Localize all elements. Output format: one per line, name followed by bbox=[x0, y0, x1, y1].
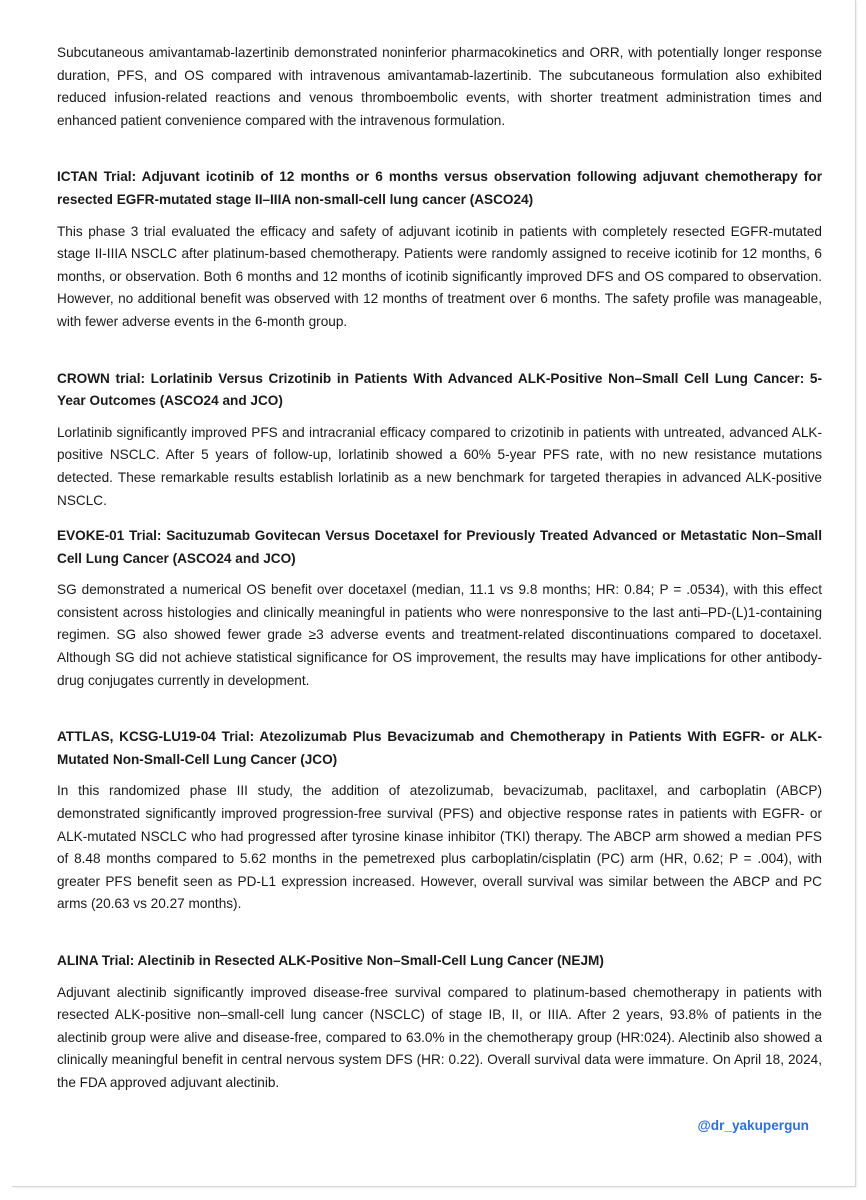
section-title-ictan: ICTAN Trial: Adjuvant icotinib of 12 months or 6 months versus observation following adjuvant chemotherapy for resected EGFR-mutated stage II–IIIA non-small-cell lung cancer (ASCO24) bbox=[57, 169, 822, 207]
section-title-evoke: EVOKE-01 Trial: Sacituzumab Govitecan Versus Docetaxel for Previously Treated Advanced or Metastatic Non–Small Cell Lung Cancer (ASCO24 and JCO) bbox=[57, 528, 822, 566]
section-body-crown: Lorlatinib significantly improved PFS and intracranial efficacy compared to crizotinib in patients with untreated, advanced ALK-positive NSCLC. After 5 years of follow-up, lorlatinib showed a 60% 5-year PFS rate, with no new resistance mutations detected. These remarkable results establish lorlatinib as a new benchmark for targeted therapies in advanced ALK-positive NSCLC. bbox=[57, 424, 822, 508]
section-body-alina: Adjuvant alectinib significantly improved disease-free survival compared to platinum-based chemotherapy in patients with resected ALK-positive non–small-cell lung cancer (NSCLC) of stage IB, II, or IIIA. After 2 years, 93.8% of patients in the alectinib group were alive and disease-free, compared to 63.0% in the chemotherapy group (HR:024). Alectinib also showed a clinically meaningful benefit in central nervous system DFS (HR: 0.22). Overall survival data were immature. On April 18, 2024, the FDA approved adjuvant alectinib. bbox=[57, 984, 822, 1090]
document-content bbox=[57, 42, 822, 1095]
document-page bbox=[12, 0, 856, 1187]
author-handle: @dr_yakupergun bbox=[697, 1118, 809, 1133]
section-title-attlas: ATTLAS, KCSG-LU19-04 Trial: Atezolizumab Plus Bevacizumab and Chemotherapy in Patients With EGFR- or ALK-Mutated Non-Small-Cell Lung Cancer (JCO) bbox=[57, 729, 822, 767]
section-body-ictan: This phase 3 trial evaluated the efficacy and safety of adjuvant icotinib in patients with completely resected EGFR-mutated stage II-IIIA NSCLC after platinum-based chemotherapy. Patients were randomly assigned to receive icotinib for 12 months, 6 months, or observation. Both 6 months and 12 months of icotinib significantly improved DFS and OS compared to observation. However, no additional benefit was observed with 12 months of treatment over 6 months. The safety profile was manageable, with fewer adverse events in the 6-month group. bbox=[57, 223, 822, 329]
section-title-alina: ALINA Trial: Alectinib in Resected ALK-Positive Non–Small-Cell Lung Cancer (NEJM) bbox=[57, 953, 604, 968]
section-body-attlas: In this randomized phase III study, the addition of atezolizumab, bevacizumab, paclitaxel, and carboplatin (ABCP) demonstrated significantly improved progression-free survival (PFS) and objective response rates in patients with EGFR- or ALK-mutated NSCLC who had progressed after tyrosine kinase inhibitor (TKI) therapy. The ABCP arm showed a median PFS of 8.48 months compared to 5.62 months in the pemetrexed plus carboplatin/cisplatin (PC) arm (HR, 0.62; P = .004), with greater PFS benefit seen as PD-L1 expression increased. However, overall survival was similar between the ABCP and PC arms (20.63 vs 20.27 months). bbox=[57, 783, 822, 912]
intro-paragraph: Subcutaneous amivantamab-lazertinib demonstrated noninferior pharmacokinetics and ORR, with potentially longer response duration, PFS, and OS compared with intravenous amivantamab-lazertinib. The subcutaneous formulation also exhibited reduced infusion-related reactions and venous thromboembolic events, with shorter treatment administration times and enhanced patient convenience compared with the intravenous formulation. bbox=[57, 45, 822, 128]
section-body-evoke: SG demonstrated a numerical OS benefit over docetaxel (median, 11.1 vs 9.8 months; HR: 0.84; P = .0534), with this effect consistent across histologies and clinically meaningful in patients who were nonresponsive to the last anti–PD-(L)1-containing regimen. SG also showed fewer grade ≥3 adverse events and treatment-related discontinuations compared to docetaxel. Although SG did not achieve statistical significance for OS improvement, the results may have implications for other antibody-drug conjugates currently in development. bbox=[57, 582, 822, 688]
section-title-crown: CROWN trial: Lorlatinib Versus Crizotinib in Patients With Advanced ALK-Positive Non–Small Cell Lung Cancer: 5-Year Outcomes (ASCO24 and JCO) bbox=[57, 370, 822, 409]
